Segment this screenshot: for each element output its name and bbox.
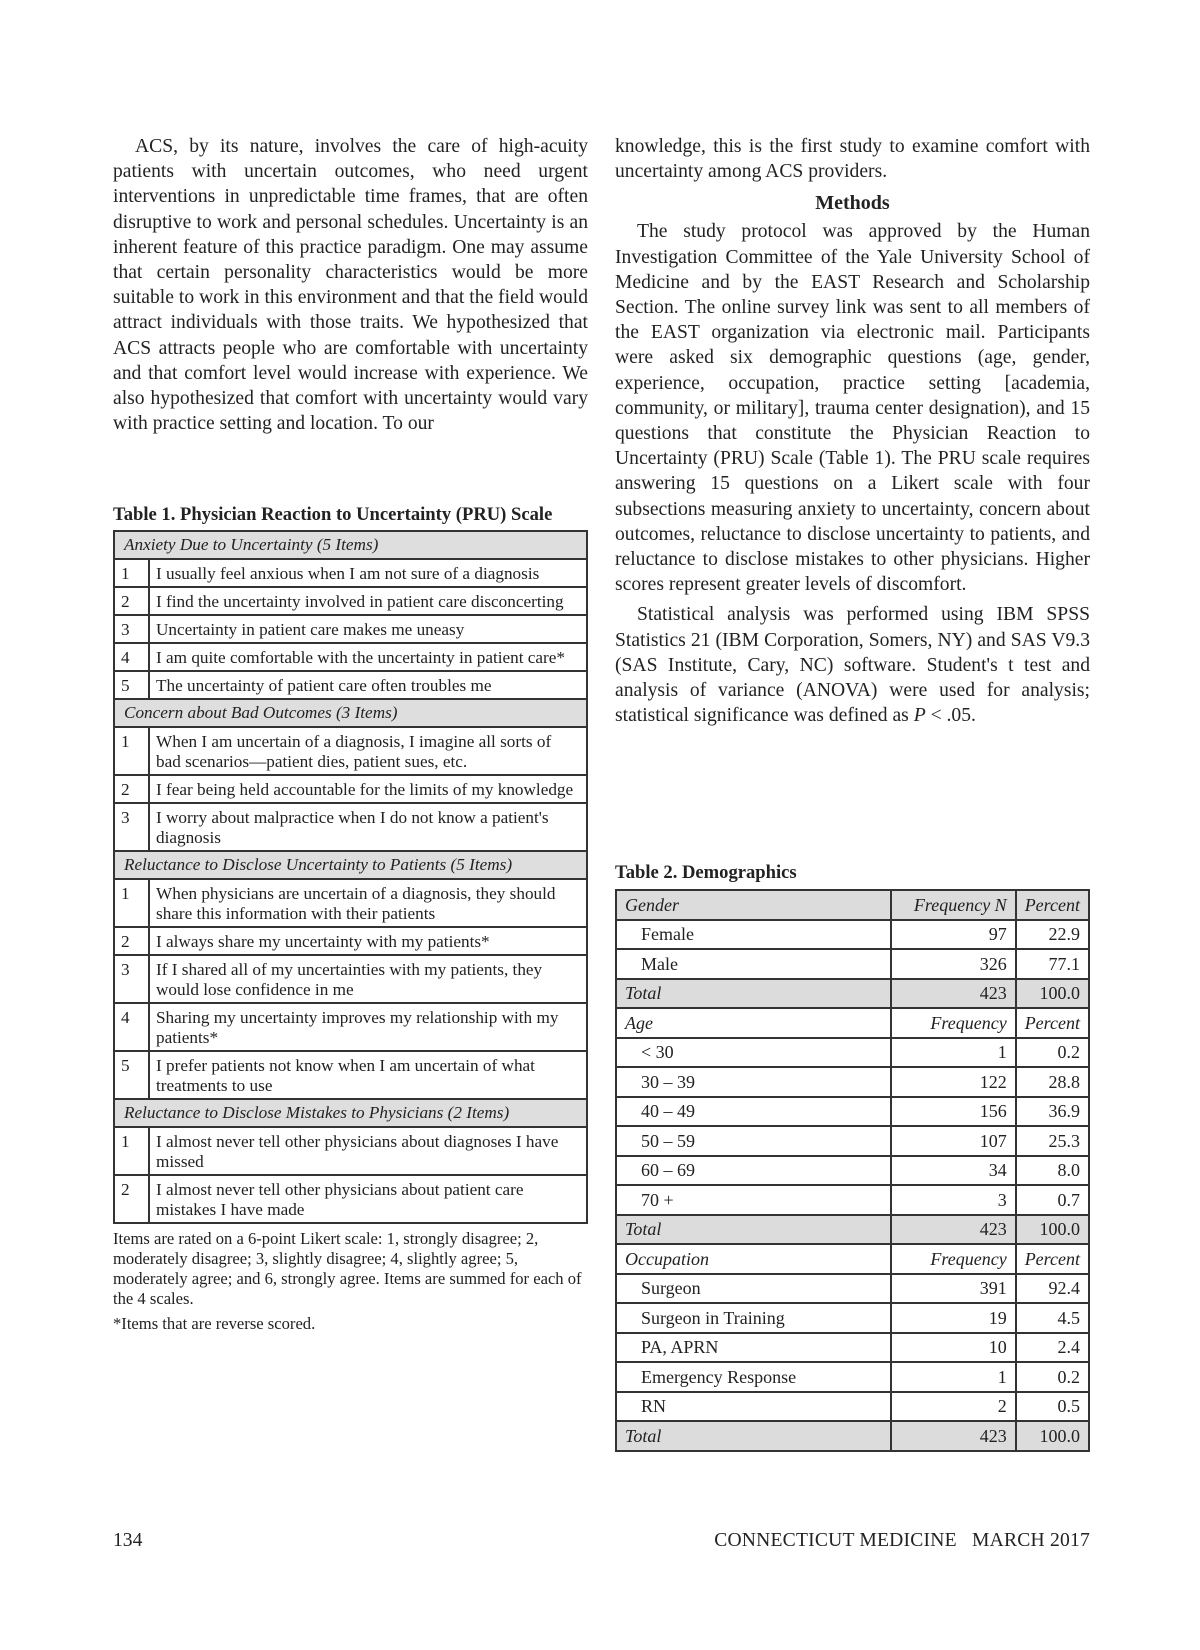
pru-item-row xyxy=(114,927,587,955)
demographics-item-row xyxy=(616,1126,1089,1156)
pru-item-row xyxy=(114,643,587,671)
table2-caption: Table 2. Demographics xyxy=(615,862,797,883)
demographics-item-row xyxy=(616,1185,1089,1215)
demographics-label: 40 – 49 xyxy=(616,1097,891,1127)
demographics-frequency: 2 xyxy=(891,1392,1015,1422)
pru-item-number: 5 xyxy=(114,1051,149,1099)
demographics-frequency: 1 xyxy=(891,1038,1015,1068)
demographics-frequency: 122 xyxy=(891,1067,1015,1097)
right-column xyxy=(615,134,1090,1446)
methods-heading: Methods xyxy=(815,192,890,215)
demographics-item-row xyxy=(616,1303,1089,1333)
demographics-label: Total xyxy=(616,979,891,1009)
pru-section-row xyxy=(114,1099,587,1127)
pru-item-text: I find the uncertainty involved in patient care disconcerting xyxy=(149,587,587,615)
demographics-frequency: 326 xyxy=(891,949,1015,979)
demographics-label: Gender xyxy=(616,890,891,920)
pru-section-row xyxy=(114,851,587,879)
demographics-header-row xyxy=(616,1008,1089,1038)
pru-item-number: 4 xyxy=(114,1003,149,1051)
demographics-percent: 25.3 xyxy=(1016,1126,1089,1156)
demographics-item-row xyxy=(616,949,1089,979)
demographics-label: 60 – 69 xyxy=(616,1156,891,1186)
demographics-table xyxy=(615,889,1090,1452)
pru-item-row xyxy=(114,559,587,587)
pru-section-title: Concern about Bad Outcomes (3 Items) xyxy=(114,699,587,727)
demographics-frequency: 19 xyxy=(891,1303,1015,1333)
pru-item-number: 4 xyxy=(114,643,149,671)
demographics-percent: 8.0 xyxy=(1016,1156,1089,1186)
pru-item-row xyxy=(114,1175,587,1223)
demographics-percent: 0.7 xyxy=(1016,1185,1089,1215)
demographics-frequency: 1 xyxy=(891,1362,1015,1392)
pru-item-row xyxy=(114,671,587,699)
demographics-label: 70 + xyxy=(616,1185,891,1215)
demographics-frequency: 10 xyxy=(891,1333,1015,1363)
demographics-label: PA, APRN xyxy=(616,1333,891,1363)
demographics-label: RN xyxy=(616,1392,891,1422)
demographics-label: Female xyxy=(616,920,891,950)
pru-item-number: 2 xyxy=(114,775,149,803)
demographics-frequency: 156 xyxy=(891,1097,1015,1127)
pru-item-row xyxy=(114,1003,587,1051)
demographics-label: Age xyxy=(616,1008,891,1038)
pru-item-text: I almost never tell other physicians about diagnoses I have missed xyxy=(149,1127,587,1175)
demographics-item-row xyxy=(616,1274,1089,1304)
demographics-frequency: 34 xyxy=(891,1156,1015,1186)
pru-item-text: Uncertainty in patient care makes me uneasy xyxy=(149,615,587,643)
demographics-percent: Percent xyxy=(1016,890,1089,920)
demographics-frequency: 107 xyxy=(891,1126,1015,1156)
left-column xyxy=(113,134,588,1333)
demographics-percent: 100.0 xyxy=(1016,1421,1089,1451)
demographics-frequency: Frequency N xyxy=(891,890,1015,920)
demographics-label: < 30 xyxy=(616,1038,891,1068)
demographics-label: Emergency Response xyxy=(616,1362,891,1392)
pru-item-number: 1 xyxy=(114,1127,149,1175)
table1-caption: Table 1. Physician Reaction to Uncertainty (PRU) Scale xyxy=(113,504,553,525)
demographics-label: Male xyxy=(616,949,891,979)
demographics-frequency: 3 xyxy=(891,1185,1015,1215)
continuation-paragraph: knowledge, this is the first study to examine comfort with uncertainty among ACS providers. xyxy=(615,136,1090,183)
demographics-frequency: 423 xyxy=(891,1215,1015,1245)
table1-note: Items are rated on a 6-point Likert scale: 1, strongly disagree; 2, moderately disagree; 3, slightly disagree; 4, slightly agree; 5, moderately agree; and 6, strongly agree. Items are summed for each of the 4 scales. xyxy=(113,1229,582,1308)
demographics-frequency: Frequency xyxy=(891,1008,1015,1038)
demographics-header-row xyxy=(616,890,1089,920)
pru-scale-table xyxy=(113,530,588,1224)
demographics-percent: 100.0 xyxy=(1016,979,1089,1009)
demographics-item-row xyxy=(616,1067,1089,1097)
pru-item-row xyxy=(114,587,587,615)
pru-item-row xyxy=(114,727,587,775)
demographics-label: Total xyxy=(616,1421,891,1451)
demographics-frequency: 391 xyxy=(891,1274,1015,1304)
pru-item-row xyxy=(114,955,587,1003)
pru-item-row xyxy=(114,1051,587,1099)
p-symbol: P xyxy=(913,705,926,727)
pru-item-row xyxy=(114,1127,587,1175)
methods-paragraph-2 xyxy=(615,602,1090,728)
demographics-percent: 22.9 xyxy=(1016,920,1089,950)
pru-item-text: When I am uncertain of a diagnosis, I imagine all sorts of bad scenarios—patient dies, patient sues, etc. xyxy=(149,727,587,775)
pru-item-row xyxy=(114,775,587,803)
demographics-item-row xyxy=(616,1362,1089,1392)
pru-item-text: The uncertainty of patient care often troubles me xyxy=(149,671,587,699)
pru-section-title: Reluctance to Disclose Uncertainty to Patients (5 Items) xyxy=(114,851,587,879)
intro-paragraph: ACS, by its nature, involves the care of high-acuity patients with uncertain outcomes, who need urgent interventions in unpredictable time frames, that are often disruptive to work and personal schedules. Uncertainty is an inherent feature of this practice paradigm. One may assume that certain personality characteristics would be more suitable to work in this environment and that the field would attract individuals with those traits. We hypothesized that ACS attracts people who are comfortable with uncertainty and that comfort level would increase with experience. We also hypothesized that comfort with uncertainty would vary with practice setting and location. To our xyxy=(113,136,588,435)
pru-item-text: When physicians are uncertain of a diagnosis, they should share this information with their patients xyxy=(149,879,587,927)
pru-item-number: 2 xyxy=(114,927,149,955)
demographics-percent: Percent xyxy=(1016,1008,1089,1038)
methods-paragraph-2-text: Statistical analysis was performed using IBM SPSS Statistics 21 (IBM Corporation, Somers, NY) and SAS V9.3 (SAS Institute, Cary, NC) software. Student's t test and analysis of variance (ANOVA) were used for analysis; statistical significance was defined as xyxy=(615,604,1090,727)
pru-item-number: 3 xyxy=(114,615,149,643)
demographics-total-row xyxy=(616,1215,1089,1245)
methods-paragraph-2-end: < .05. xyxy=(925,705,976,727)
demographics-item-row xyxy=(616,1333,1089,1363)
pru-item-text: Sharing my uncertainty improves my relationship with my patients* xyxy=(149,1003,587,1051)
pru-item-text: If I shared all of my uncertainties with my patients, they would lose confidence in me xyxy=(149,955,587,1003)
pru-item-text: I prefer patients not know when I am uncertain of what treatments to use xyxy=(149,1051,587,1099)
demographics-label: Surgeon xyxy=(616,1274,891,1304)
demographics-item-row xyxy=(616,1038,1089,1068)
demographics-percent: 2.4 xyxy=(1016,1333,1089,1363)
pru-item-number: 1 xyxy=(114,727,149,775)
demographics-percent: 77.1 xyxy=(1016,949,1089,979)
pru-item-number: 1 xyxy=(114,879,149,927)
table1-footnote: *Items that are reverse scored. xyxy=(113,1314,316,1333)
demographics-item-row xyxy=(616,1097,1089,1127)
demographics-item-row xyxy=(616,920,1089,950)
pru-section-row xyxy=(114,699,587,727)
pru-item-number: 1 xyxy=(114,559,149,587)
pru-item-row xyxy=(114,879,587,927)
pru-item-text: I worry about malpractice when I do not know a patient's diagnosis xyxy=(149,803,587,851)
pru-item-number: 3 xyxy=(114,803,149,851)
pru-item-text: I almost never tell other physicians about patient care mistakes I have made xyxy=(149,1175,587,1223)
demographics-frequency: Frequency xyxy=(891,1244,1015,1274)
demographics-percent: 92.4 xyxy=(1016,1274,1089,1304)
demographics-label: Occupation xyxy=(616,1244,891,1274)
journal-name: CONNECTICUT MEDICINE MARCH 2017 xyxy=(714,1530,1090,1551)
methods-paragraph-1: The study protocol was approved by the Human Investigation Committee of the Yale University School of Medicine and by the EAST Research and Scholarship Section. The online survey link was sent to all members of the EAST organization via electronic mail. Participants were asked six demographic questions (age, gender, experience, occupation, practice setting [academia, community, or military], trauma center designation), and 15 questions that constitute the Physician Reaction to Uncertainty (PRU) Scale (Table 1). The PRU scale requires answering 15 questions on a Likert scale with four subsections measuring anxiety to uncertainty, concern about outcomes, reluctance to disclose uncertainty to patients, and reluctance to disclose mistakes to other physicians. Higher scores represent greater levels of discomfort. xyxy=(615,221,1090,596)
table2-block xyxy=(615,861,1090,1452)
demographics-total-row xyxy=(616,979,1089,1009)
demographics-item-row xyxy=(616,1392,1089,1422)
page-number: 134 xyxy=(113,1530,143,1551)
pru-item-text: I fear being held accountable for the limits of my knowledge xyxy=(149,775,587,803)
pru-item-number: 2 xyxy=(114,587,149,615)
demographics-item-row xyxy=(616,1156,1089,1186)
demographics-frequency: 423 xyxy=(891,1421,1015,1451)
demographics-percent: 0.2 xyxy=(1016,1362,1089,1392)
demographics-label: Surgeon in Training xyxy=(616,1303,891,1333)
demographics-frequency: 423 xyxy=(891,979,1015,1009)
demographics-percent: 4.5 xyxy=(1016,1303,1089,1333)
pru-item-number: 3 xyxy=(114,955,149,1003)
demographics-label: Total xyxy=(616,1215,891,1245)
pru-item-row xyxy=(114,803,587,851)
table1-block xyxy=(113,503,588,1334)
pru-item-number: 2 xyxy=(114,1175,149,1223)
demographics-label: 50 – 59 xyxy=(616,1126,891,1156)
demographics-frequency: 97 xyxy=(891,920,1015,950)
demographics-total-row xyxy=(616,1421,1089,1451)
pru-item-text: I am quite comfortable with the uncertainty in patient care* xyxy=(149,643,587,671)
pru-section-row xyxy=(114,531,587,559)
demographics-percent: 0.2 xyxy=(1016,1038,1089,1068)
pru-item-row xyxy=(114,615,587,643)
pru-section-title: Anxiety Due to Uncertainty (5 Items) xyxy=(114,531,587,559)
demographics-percent: 100.0 xyxy=(1016,1215,1089,1245)
pru-item-text: I always share my uncertainty with my patients* xyxy=(149,927,587,955)
pru-section-title: Reluctance to Disclose Mistakes to Physicians (2 Items) xyxy=(114,1099,587,1127)
demographics-label: 30 – 39 xyxy=(616,1067,891,1097)
demographics-header-row xyxy=(616,1244,1089,1274)
demographics-percent: Percent xyxy=(1016,1244,1089,1274)
demographics-percent: 0.5 xyxy=(1016,1392,1089,1422)
demographics-percent: 28.8 xyxy=(1016,1067,1089,1097)
pru-item-number: 5 xyxy=(114,671,149,699)
demographics-percent: 36.9 xyxy=(1016,1097,1089,1127)
pru-item-text: I usually feel anxious when I am not sure of a diagnosis xyxy=(149,559,587,587)
